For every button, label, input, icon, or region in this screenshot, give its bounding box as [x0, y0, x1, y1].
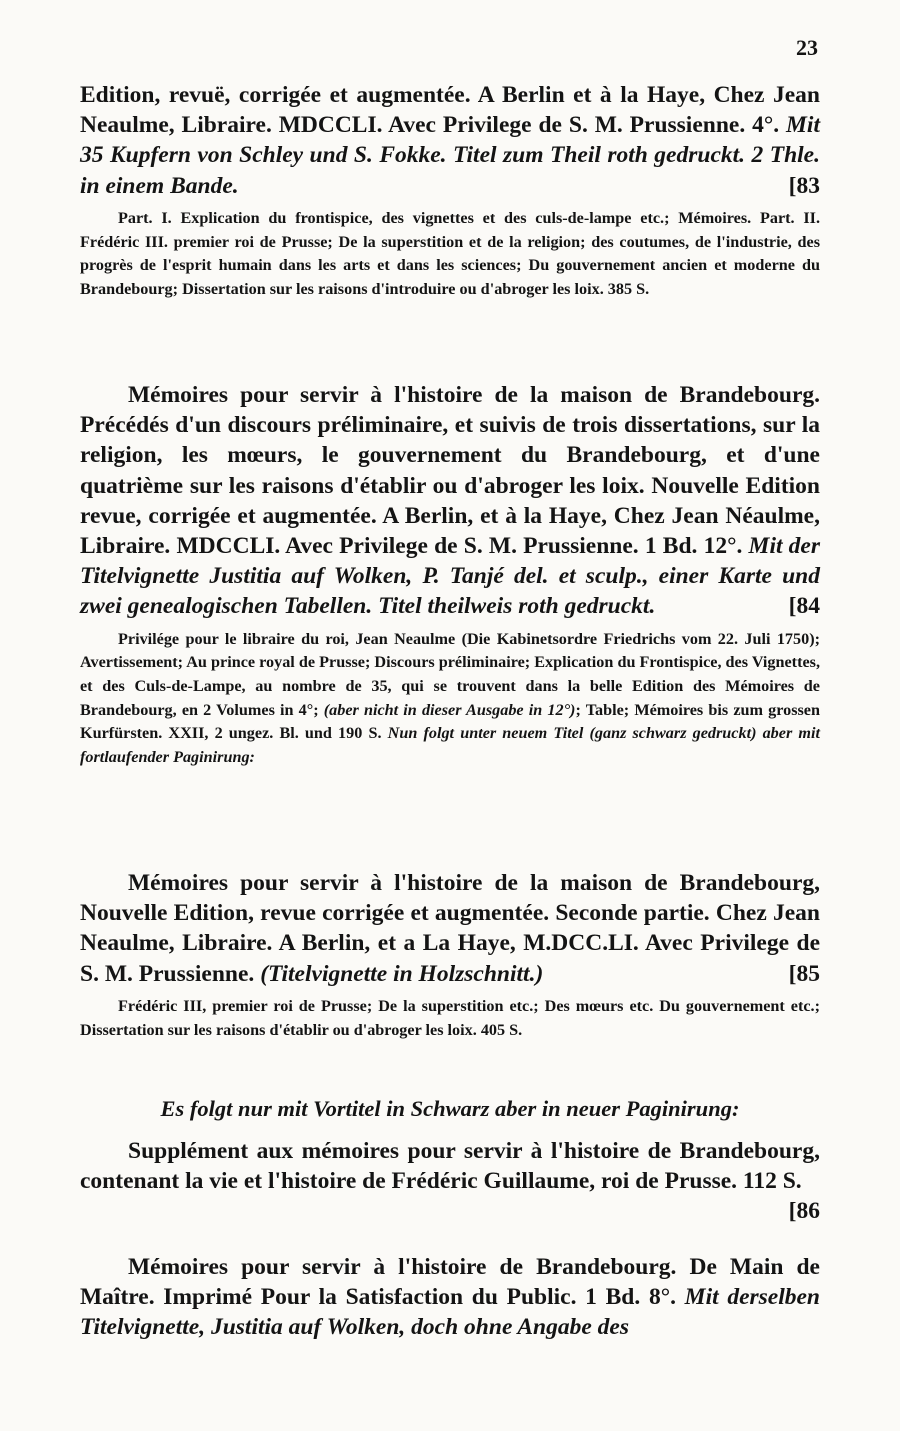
entry-text: [80, 80, 820, 201]
entry-title-text: Supplément aux mémoires pour servir à l'histoire de Brandebourg, contenant la vie et l'histoire de Frédéric Guillaume, roi de Prusse. 112 S.: [80, 1138, 820, 1195]
entry-description: Mit 35 Kupfern von Schley und S. Fokke. Titel zum Theil roth gedruckt. 2 Thle. in einem Bande.: [80, 112, 820, 199]
bibliography-entry-86: [80, 1096, 820, 1227]
entry-text: [80, 868, 820, 989]
entry-contents-note: Part. I. Explication du frontispice, des vignettes et des culs-de-lampe etc.; Mémoires. Part. II. Frédéric III. premier roi de Prusse; De la superstition et de la religion; des coutumes, de l'industrie, des progrès de l'esprit humain dans les arts et dans les sciences; Du gouvernement ancien et moderne du Brandebourg; Dissertation sur les raisons d'introduire ou d'abroger les loix. 385 S.: [80, 208, 820, 298]
entry-contents-note: [80, 628, 820, 770]
note-text: Privilége pour le libraire du roi, Jean Neaulme (Die Kabinetsordre Friedrichs vom 22. Juli 1750); Avertissement; Au prince royal de Prusse; Discours préliminaire; Explication du Frontispice, des Vignettes, et des Culs-de-Lampe, au nombre de 35, qui se trouvent dans la belle Edition des Mémoires de Brandebourg, en 2 Volumes in 4°;: [80, 629, 820, 719]
entry-text: [80, 1136, 820, 1225]
section-heading: Es folgt nur mit Vortitel in Schwarz aber in neuer Paginirung:: [160, 1096, 740, 1121]
entry-text: [80, 1252, 820, 1343]
note-text: ; Table; Mémoires bis zum grossen Kurfürsten. XXII, 2 ungez. Bl. und 190 S.: [80, 700, 820, 743]
entry-number: [86: [788, 1198, 820, 1225]
entry-description: Mit derselben Titelvignette, Justitia auf Wolken, doch ohne Angabe des: [80, 1284, 821, 1341]
entry-title-text: Mémoires pour servir à l'histoire de la maison de Brandebourg, Nouvelle Edition, revue corrigée et augmentée. Seconde partie. Chez Jean Neaulme, Libraire. A Berlin, et a La Haye, M.DCC.LI. Avec Privilege de S. M. Prussienne.: [80, 870, 820, 987]
page-number: 23: [796, 35, 818, 60]
entry-number: [84: [788, 593, 820, 620]
bibliography-entry-85: [80, 868, 820, 1042]
note-italic: Nun folgt unter neuem Titel (ganz schwarz gedruckt) aber mit fortlaufender Paginirung:: [80, 724, 820, 767]
entry-number: [83: [788, 172, 820, 199]
entry-title-text: Edition, revuë, corrigée et augmentée. A Berlin et à la Haye, Chez Jean Neaulme, Libraire. MDCCLI. Avec Privilege de S. M. Prussienne. 4°.: [80, 82, 820, 139]
entry-description: (Titelvignette in Holzschnitt.): [260, 960, 544, 987]
entry-contents-note: Frédéric III, premier roi de Prusse; De la superstition etc.; Des mœurs etc. Du gouvernement etc.; Dissertation sur les raisons d'établir ou d'abroger les loix. 405 S.: [80, 996, 820, 1039]
entry-title-text: Mémoires pour servir à l'histoire de la maison de Brandebourg. Précédés d'un discours préliminaire, et suivis de trois dissertations, sur la religion, les mœurs, le gouvernement du Brandebourg, et d'une quatrième sur les raisons d'établir ou d'abroger les loix. Nouvelle Edition revue, corrigée et augmentée. A Berlin, et à la Haye, Chez Jean Néaulme, Libraire. MDCCLI. Avec Privilege de S. M. Prussienne. 1 Bd. 12°.: [80, 382, 820, 560]
bibliography-entry-83: [80, 80, 820, 302]
note-italic: (aber nicht in dieser Ausgabe in 12°): [323, 700, 576, 719]
entry-number: [85: [788, 960, 820, 987]
bibliography-entry-84: [80, 380, 820, 770]
entry-text: [80, 380, 820, 622]
bibliography-entry-87: [80, 1252, 820, 1343]
entry-description: Mit der Titelvignette Justitia auf Wolken, P. Tanjé del. et sculp., einer Karte und zwei genealogischen Tabellen. Titel theilweis roth gedruckt.: [80, 533, 821, 620]
entry-title-text: Mémoires pour servir à l'histoire de Brandebourg. De Main de Maître. Imprimé Pour la Satisfaction du Public. 1 Bd. 8°.: [80, 1254, 820, 1311]
